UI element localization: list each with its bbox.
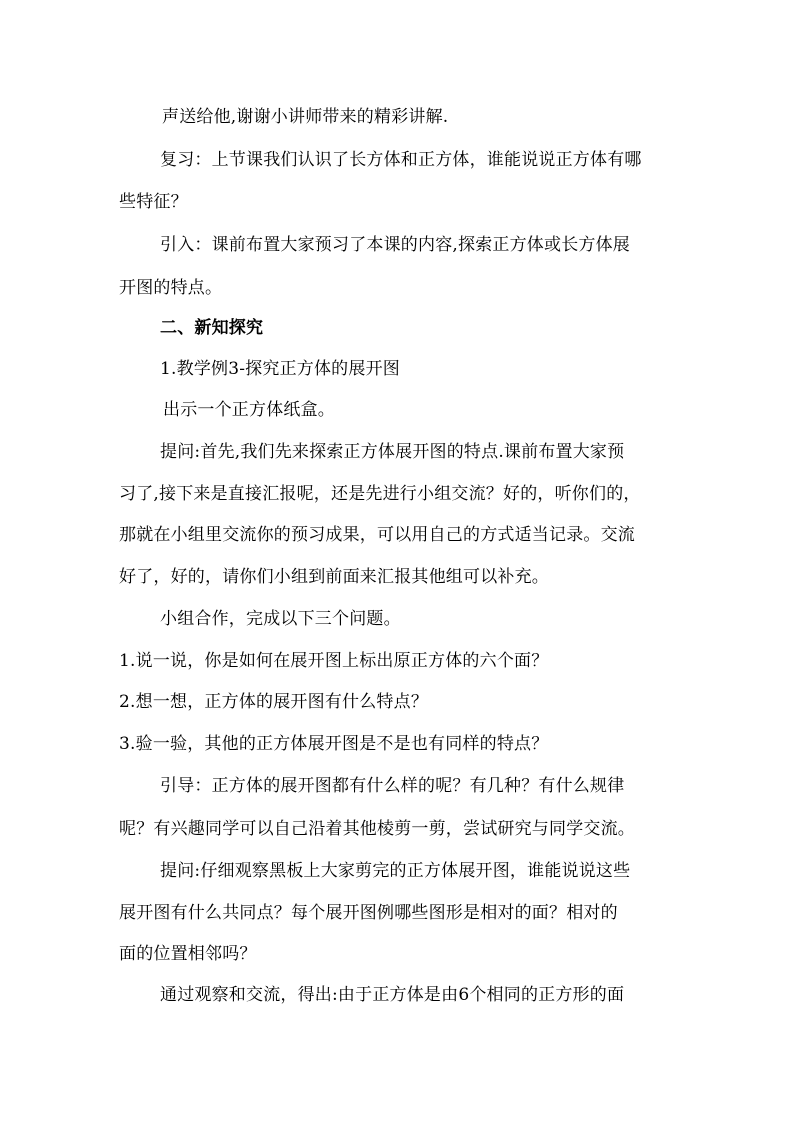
paragraph-line: 面的位置相邻吗？: [119, 944, 257, 964]
paragraph-line: 复习：上节课我们认识了长方体和正方体，谁能说说正方体有哪: [160, 150, 642, 170]
paragraph-line: 好了，好的，请你们小组到前面来汇报其他组可以补充。: [119, 567, 549, 587]
paragraph-line: 开图的特点。: [119, 278, 223, 298]
paragraph-line: 习了,接下来是直接汇报呢，还是先进行小组交流？好的，听你们的，: [119, 484, 641, 504]
paragraph-line: 些特征？: [119, 192, 188, 212]
paragraph-line: 展开图有什么共同点？每个展开图例哪些图形是相对的面？相对的: [119, 903, 618, 923]
question-item: 2.想一想，正方体的展开图有什么特点？: [119, 692, 429, 712]
paragraph-line: 小组合作，完成以下三个问题。: [160, 609, 401, 629]
question-item: 1.说一说，你是如何在展开图上标出原正方体的六个面？: [119, 651, 549, 671]
section-heading: 二、新知探究: [160, 318, 264, 338]
paragraph-line: 通过观察和交流，得出:由于正方体是由6个相同的正方形的面: [160, 985, 625, 1005]
paragraph-line: 那就在小组里交流你的预习成果，可以用自己的方式适当记录。交流: [119, 525, 635, 545]
paragraph-line: 提问:首先,我们先来探索正方体展开图的特点.课前布置大家预: [160, 442, 625, 462]
paragraph-line: 引入：课前布置大家预习了本课的内容,探索正方体或长方体展: [160, 235, 631, 255]
paragraph-line: 出示一个正方体纸盒。: [163, 400, 335, 420]
paragraph-line: 引导：正方体的展开图都有什么样的呢？有几种？有什么规律: [160, 776, 625, 796]
paragraph-line: 呢？有兴趣同学可以自己沿着其他棱剪一剪，尝试研究与同学交流。: [119, 819, 635, 839]
subsection-heading: 1.教学例3-探究正方体的展开图: [160, 359, 400, 379]
paragraph-line: 提问:仔细观察黑板上大家剪完的正方体展开图，谁能说说这些: [160, 861, 631, 881]
paragraph-line: 声送给他,谢谢小讲师带来的精彩讲解.: [162, 107, 449, 127]
question-item: 3.验一验，其他的正方体展开图是不是也有同样的特点？: [119, 734, 549, 754]
